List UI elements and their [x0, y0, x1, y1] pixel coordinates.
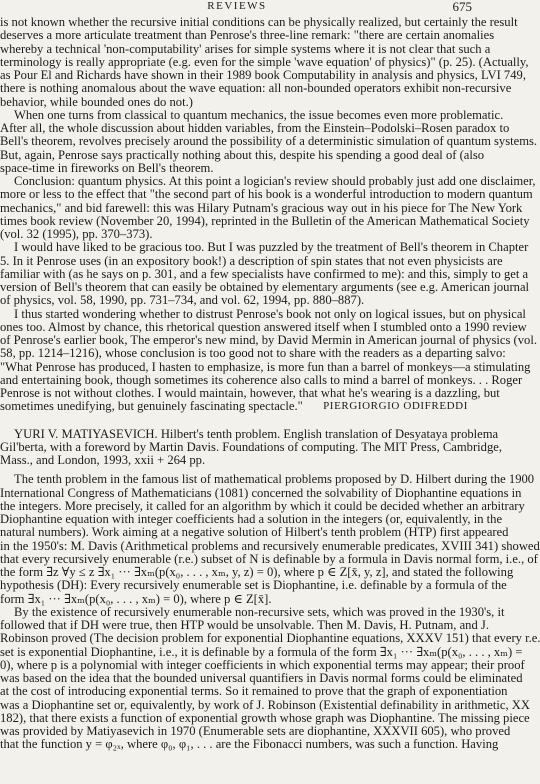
text-line: Robinson proved (The decision problem for exponential Diophantine equations, XXXV 151) that every r.e.	[0, 631, 540, 646]
text-line: I would have liked to be gracious too. But I was puzzled by the treatment of Bell's theorem in Chapter	[14, 240, 529, 255]
text-line: Mass., and London, 1993, xxii + 264 pp.	[0, 453, 206, 467]
text-line: I thus started wondering whether to distrust Penrose's book not only on logical issues, but on physical	[14, 306, 526, 321]
text-line: Bell's theorem, revolves precisely around the possibility of a deterministic simulation of quantum systems.	[0, 134, 538, 149]
text-line: set is exponential Diophantine, i.e., it is definable by a formula of the form ∃x₁ ··· ∃xₘ(p(x₀, . . . , xₘ) =	[0, 644, 523, 659]
paragraph-bell-theorem	[0, 240, 530, 308]
text-line: When one turns from classical to quantum mechanics, the issue becomes even more problematic.	[14, 107, 504, 122]
text-line: as Pour El and Richards have shown in their 1989 book Computability in analysis and physics, LVI 749,	[0, 68, 526, 82]
text-line: whereby a technical 'non-computability' arises for simple systems where it is not clear that such a	[0, 41, 491, 56]
text-line: YURI V. MATIYASEVICH. Hilbert's tenth problem. English translation of Desyataya problema	[14, 426, 499, 441]
text-line: of physics, vol. 58, 1990, pp. 731–734, and vol. 62, 1994, pp. 880–887).	[0, 293, 365, 308]
text-line: was provided by Matiyasevich in 1970 (Enumerable sets are diophantine, XXXVII 605), who proved	[0, 724, 511, 738]
text-line: Gil'berta, with a foreword by Martin Davis. Foundations of computing. The MIT Press, Cambridge,	[0, 439, 502, 454]
text-line: 0), where p is a polynomial with integer coefficients in which exponential terms may appear; their proof	[0, 657, 525, 672]
text-line: version of Bell's theorem that can easily be obtained by elementary arguments (see e.g. American journal	[0, 280, 530, 294]
reviewer-signature: PIERGIORGIO ODIFREDDI	[323, 400, 468, 413]
text-line: hypothesis (DH): Every recursively enumerable set is Diophantine, i.e. definable by a formula of the	[0, 578, 507, 593]
text-line: natural numbers). Work aiming at a negative solution of Hilbert's tenth problem (HTP) first appeared	[0, 525, 509, 540]
page-body	[0, 15, 540, 752]
text-line: the form ∃z ∀y ≤ z ∃x₁ ··· ∃xₘ(p(x₀, . . . , xₘ, y, z) = 0), where p ∈ Z[x̄, y, z], and stated the following	[0, 565, 514, 579]
text-line: deserves a more articulate treatment than Penrose's three-line remark: "there are certain anomalies	[0, 28, 495, 43]
text-line: "What Penrose has produced, I hasten to emphasize, is more fun than a barrel of monkeys—a stimulating	[0, 359, 531, 374]
paragraph-wave-equation	[0, 15, 529, 109]
text-line: that the function y = φ₂ₓ, where φ₀, φ₁, . . . are the Fibonacci numbers, was such a function. Having	[0, 737, 499, 752]
paragraph-quantum-mechanics	[0, 107, 538, 175]
paragraph-conclusion	[0, 174, 536, 241]
text-line: After all, the whole discussion about hidden variables, from the Einstein–Podolski–Rosen paradox to	[0, 121, 510, 135]
text-line: Penrose is not without clothes. I would maintain, however, that what he's wearing is a dazzling, but	[0, 386, 500, 400]
text-line: By the existence of recursively enumerable non-recursive sets, which was proved in the 1930's, it	[14, 604, 505, 619]
text-line: Diophantine equation with integer coefficients had a solution in the integers (or, equivalently, in the	[0, 512, 503, 526]
text-line: at the cost of introducing exponential terms. So it remained to prove that the graph of exponentiation	[0, 684, 508, 699]
text-line: 182), that there exists a function of exponential growth whose graph was Diophantine. The missing piece	[0, 710, 530, 725]
text-line: was based on the idea that the bounded universal quantifiers in Davis normal forms could be eliminated	[0, 671, 523, 685]
text-line: that every recursively enumerable (r.e.) subset of N is definable by a formula in Davis normal form, i.e., of	[0, 551, 538, 566]
text-line: terminology is really appropriate (e.g. even for the simple 'wave equation' of physics)" (p. 25). (Actually,	[0, 54, 529, 69]
text-line: times book review (November 20, 1994), reprinted in the Bulletin of the American Mathematical Society	[0, 213, 530, 228]
text-line: But, again, Penrose says practically nothing about this, despite his spending a good deal of (also	[0, 147, 485, 162]
page-number: 675	[452, 0, 472, 14]
text-line: space-time in fireworks on Bell's theorem.	[0, 160, 214, 175]
text-line: the integers. More precisely, it called for an algorithm by which it could be decided whether an arbitrary	[0, 498, 525, 513]
text-line: The tenth problem in the famous list of mathematical problems proposed by D. Hilbert during the 1900	[14, 472, 535, 487]
text-line: there is nothing anomalous about the wave equation: all non-bounded operators exhibit non-recursive	[0, 81, 512, 96]
paragraph-hilbert-tenth	[0, 472, 540, 606]
section-title: REVIEWS	[207, 0, 267, 12]
text-line: behavior, while bounded ones do not.)	[0, 94, 193, 109]
paragraph-mermin-quote	[0, 306, 537, 414]
text-line: (vol. 32 (1995), pp. 370–373).	[0, 227, 153, 241]
text-line: of Penrose's earlier book, The emperor's new mind, by David Mermin in American journal of physics (vol.	[0, 333, 537, 347]
text-line: and entertaining book, though sometimes its coherence also calls to mind a barrel of monkeys. . . Roger	[0, 372, 523, 387]
review-heading	[0, 426, 502, 468]
running-header	[0, 0, 474, 14]
paragraph-diophantine-history	[0, 604, 540, 752]
text-line: in the 1950's: M. Davis (Arithmetical problems and recursively enumerable predicates, XVIII 341) showed	[0, 538, 540, 553]
text-line: International Congress of Mathematicians (1081) concerned the solvability of Diophantine equations in	[0, 485, 522, 500]
signature-line	[0, 400, 474, 413]
text-line: Conclusion: quantum physics. At this point a logician's review should probably just add one disclaimer,	[14, 174, 536, 188]
text-line: familiar with (as he says on p. 301, and a few specialists have confirmed to me): and this, simply to get a	[0, 266, 529, 281]
text-line: more or less to the effect that "the second part of his book is a wonderful introduction to modern quantum	[0, 187, 533, 202]
text-line: ones too. Almost by chance, this rhetorical question answered itself when I stumbled onto a 1990 review	[0, 319, 527, 334]
text-line: was a Diophantine set or, equivalently, by work of J. Robinson (Existential definability in arithmetic, XX	[0, 697, 530, 712]
text-line: sometimes unedifying, but genuinely fascinating spectacle."	[0, 399, 303, 414]
text-line: is not known whether the recursive initial conditions can be physically realized, but certainly the result	[0, 15, 518, 29]
text-line: followed that if DH were true, then HTP would be unsolvable. Then M. Davis, H. Putnam, and J.	[0, 618, 489, 632]
text-line: form ∃x₁ ··· ∃xₘ(p(x₀, . . . , xₘ) = 0), where p ∈ Z[x̄].	[0, 591, 272, 606]
text-line: mechanics," and bid farewell: this was Hilary Putnam's gracious way out in his piece for The New York	[0, 200, 523, 215]
section-gap	[0, 414, 474, 428]
text-line: 58, pp. 1214–1216), whose conclusion is too good not to share with the readers as a departing salvo:	[0, 346, 506, 361]
text-line: 5. In it Penrose uses (in an expository book!) a description of spin states that not even physicists are	[0, 253, 503, 268]
